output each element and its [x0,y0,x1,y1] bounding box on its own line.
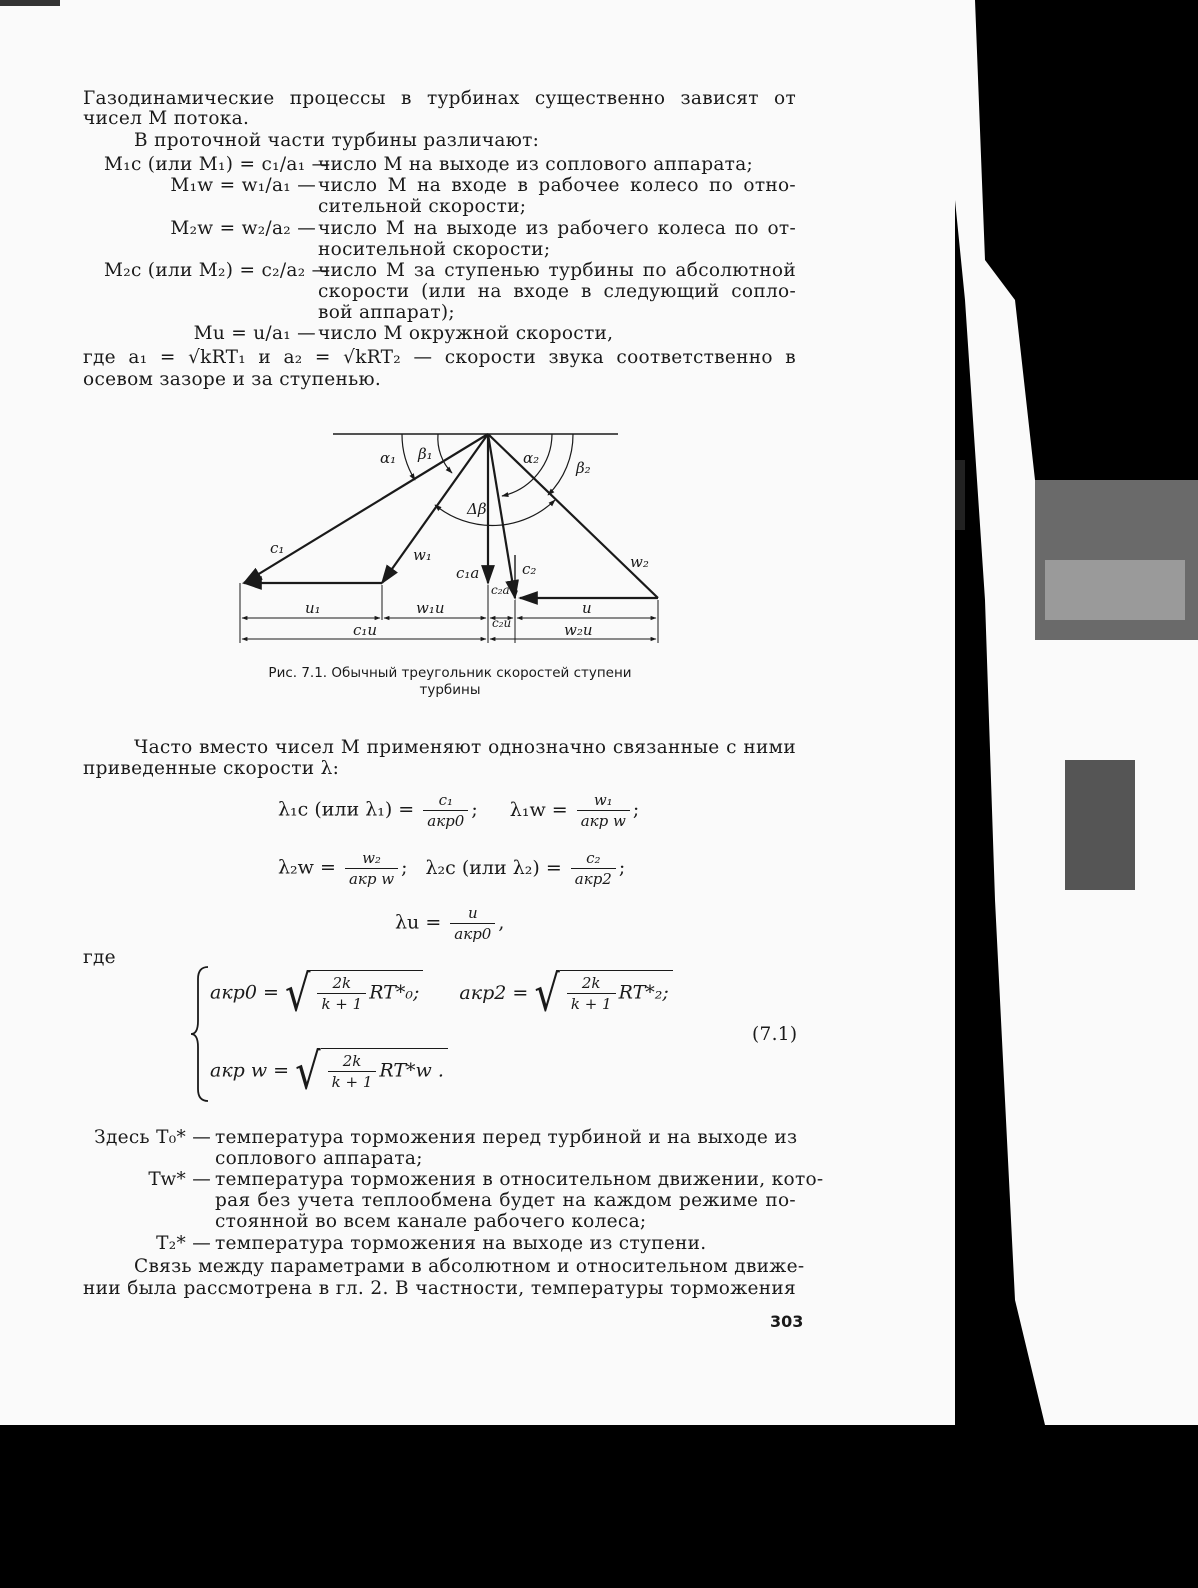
fraction [345,848,398,889]
numerator: u [450,903,495,924]
scan-artifact-streak [0,0,60,6]
page-number: 303 [770,1312,804,1331]
equation-number: (7.1) [752,1024,798,1045]
denominator: aкр0 [427,812,465,830]
beta1-arc [438,434,452,473]
label-c1: c₁ [270,539,285,557]
sqrt-sign: √ [295,1042,321,1101]
numerator: 2k [567,973,616,994]
denominator: aкр2 [574,870,612,888]
expl-lhs: T₂* — [156,1233,211,1254]
expl-lhs: Tw* — [148,1169,211,1190]
scan-edge-texture [955,0,1198,1425]
rt-term: RT*₀; [369,981,420,1004]
sqrt-sign: √ [534,964,560,1023]
numerator: 2k [328,1051,377,1072]
label-c2: c₂ [522,560,537,578]
def-lhs: M₂c (или M₂) = c₂/a₂ — [104,260,331,281]
def-text: вой аппарат); [318,302,455,323]
label-w2u: w₂u [564,621,593,639]
eq-lhs: aкр2 = [459,981,529,1004]
fraction [571,848,616,889]
equation-akrw [210,1042,448,1101]
paragraph-line: Газодинамические процессы в турбинах существенно зависят от [83,88,796,109]
scan-bottom-band [0,1425,1198,1588]
paragraph-line: В проточной части турбины различают: [134,130,540,151]
label-w1: w₁ [413,546,432,564]
def-text: число М на выходе из соплового аппарата; [318,154,754,175]
fraction [317,973,366,1014]
paragraph-line: чисел М потока. [83,108,250,129]
label-c2u: c₂u [492,616,512,630]
fraction [328,1051,377,1092]
figure-caption: Рис. 7.1. Обычный треугольник скоростей ступени [268,665,632,681]
def-text: сительной скорости; [318,196,527,217]
label-beta2: β₂ [576,459,591,477]
fraction [567,973,616,1014]
def-lhs: M₂w = w₂/a₂ — [170,218,316,239]
eq-lhs: λ₁c (или λ₁) = [278,798,415,821]
velocity-triangle-diagram [230,425,670,650]
scan-dark-edge [955,0,1198,1588]
eq-lhs: aкр w = [210,1059,290,1082]
label-beta1: β₁ [418,445,433,463]
system-brace [188,965,212,1103]
sqrt-sign: √ [284,964,311,1023]
delta-beta-arc [435,500,555,526]
alpha1-arc [402,434,415,480]
denominator: aкр0 [454,925,492,943]
rt-term: RT*₂; [618,981,669,1004]
expl-text: рая без учета теплообмена будет на каждом режиме по- [215,1190,796,1211]
def-lhs: Mu = u/a₁ — [193,323,316,344]
c2-vector [488,434,515,598]
expl-text: стоянной во всем канале рабочего колеса; [215,1211,647,1232]
denominator: k + 1 [570,995,612,1013]
radicand [321,1048,448,1092]
label-alpha2: α₂ [523,449,540,467]
def-lhs: M₁w = w₁/a₁ — [170,175,316,196]
rt-term: RT*w . [379,1059,444,1082]
figure-caption: турбины [419,682,481,698]
def-text: скорости (или на входе в следующий сопло- [318,281,796,302]
paragraph-line: приведенные скорости λ: [83,758,340,779]
def-text: число М за ступенью турбины по абсолютной [318,260,796,281]
w2-vector [488,434,658,598]
numerator: w₁ [577,790,630,811]
where-word: где [83,947,116,968]
paragraph-line: Связь между параметрами в абсолютном и относительном движе- [134,1256,805,1277]
def-lhs: M₁c (или M₁) = c₁/a₁ — [104,154,331,175]
equation-akr0 [210,964,673,1023]
denominator: k + 1 [321,995,363,1013]
label-alpha1: α₁ [380,449,397,467]
eq-lhs: λ₂c (или λ₂) = [425,856,562,879]
expl-text: температура торможения в относительном движении, кото- [215,1169,824,1190]
paragraph-line: Часто вместо чисел М применяют однозначно связанные с ними [134,737,796,758]
denominator: aкр w [348,870,395,888]
equation-lambda2w: λ₂w = $\frac{\text{w₂}}{\text{aкр w}}$ ; λ₂c (или λ₂) = $\frac{\text{c₂}}{\text{aкр2}}$ ; [278,849,626,888]
label-c1a: c₁a [456,564,480,582]
paragraph-line: осевом зазоре и за ступенью. [83,369,382,390]
fraction [450,903,495,944]
eq-lhs: aкр0 = [210,981,279,1004]
paragraph-line: где a₁ = √kRT₁ и a₂ = √kRT₂ — скорости звука соответственно в [83,347,796,368]
fraction [423,790,468,831]
fraction [577,790,630,831]
label-c2a: c₂a [491,583,510,597]
paragraph-line: нии была рассмотрена в гл. 2. В частности, температуры торможения [83,1278,796,1299]
expl-text: температура торможения на выходе из ступени. [215,1233,707,1254]
expl-lhs: Здесь T₀* — [94,1127,211,1148]
numerator: w₂ [345,848,398,869]
eq-lhs: λ₁w = [509,798,568,821]
denominator: aкр w [580,812,626,830]
c1-vector [244,434,488,583]
numerator: c₂ [571,848,616,869]
label-u: u [582,599,592,617]
eq-lhs: λ₂w = [278,856,336,879]
label-w2: w₂ [630,553,649,571]
equation-lambdau: λu = $\frac{u}{\text{aкр0}}$ , [395,904,505,943]
expl-text: соплового аппарата; [215,1148,423,1169]
denominator: k + 1 [331,1073,373,1091]
radicand [310,970,423,1014]
def-text: число М на входе в рабочее колесо по отно- [318,175,796,196]
radicand [560,970,673,1014]
numerator: 2k [317,973,366,994]
def-text: число М на выходе из рабочего колеса по от- [318,218,796,239]
def-text: число М окружной скорости, [318,323,614,344]
label-u1: u₁ [305,599,321,617]
label-delta-beta: Δβ [467,500,487,518]
def-text: носительной скорости; [318,239,551,260]
equation-lambda1c: λ₁c (или λ₁) = $\frac{\text{c₁}}{\text{aкр0}}$ ; λ₁w = $\frac{\text{w₁}}{\text{aкр w}}$ ; [278,791,640,830]
label-w1u: w₁u [416,599,445,617]
numerator: c₁ [423,790,468,811]
label-c1u: c₁u [353,621,378,639]
expl-text: температура торможения перед турбиной и на выходе из [215,1127,798,1148]
eq-lhs: λu = [395,911,442,934]
